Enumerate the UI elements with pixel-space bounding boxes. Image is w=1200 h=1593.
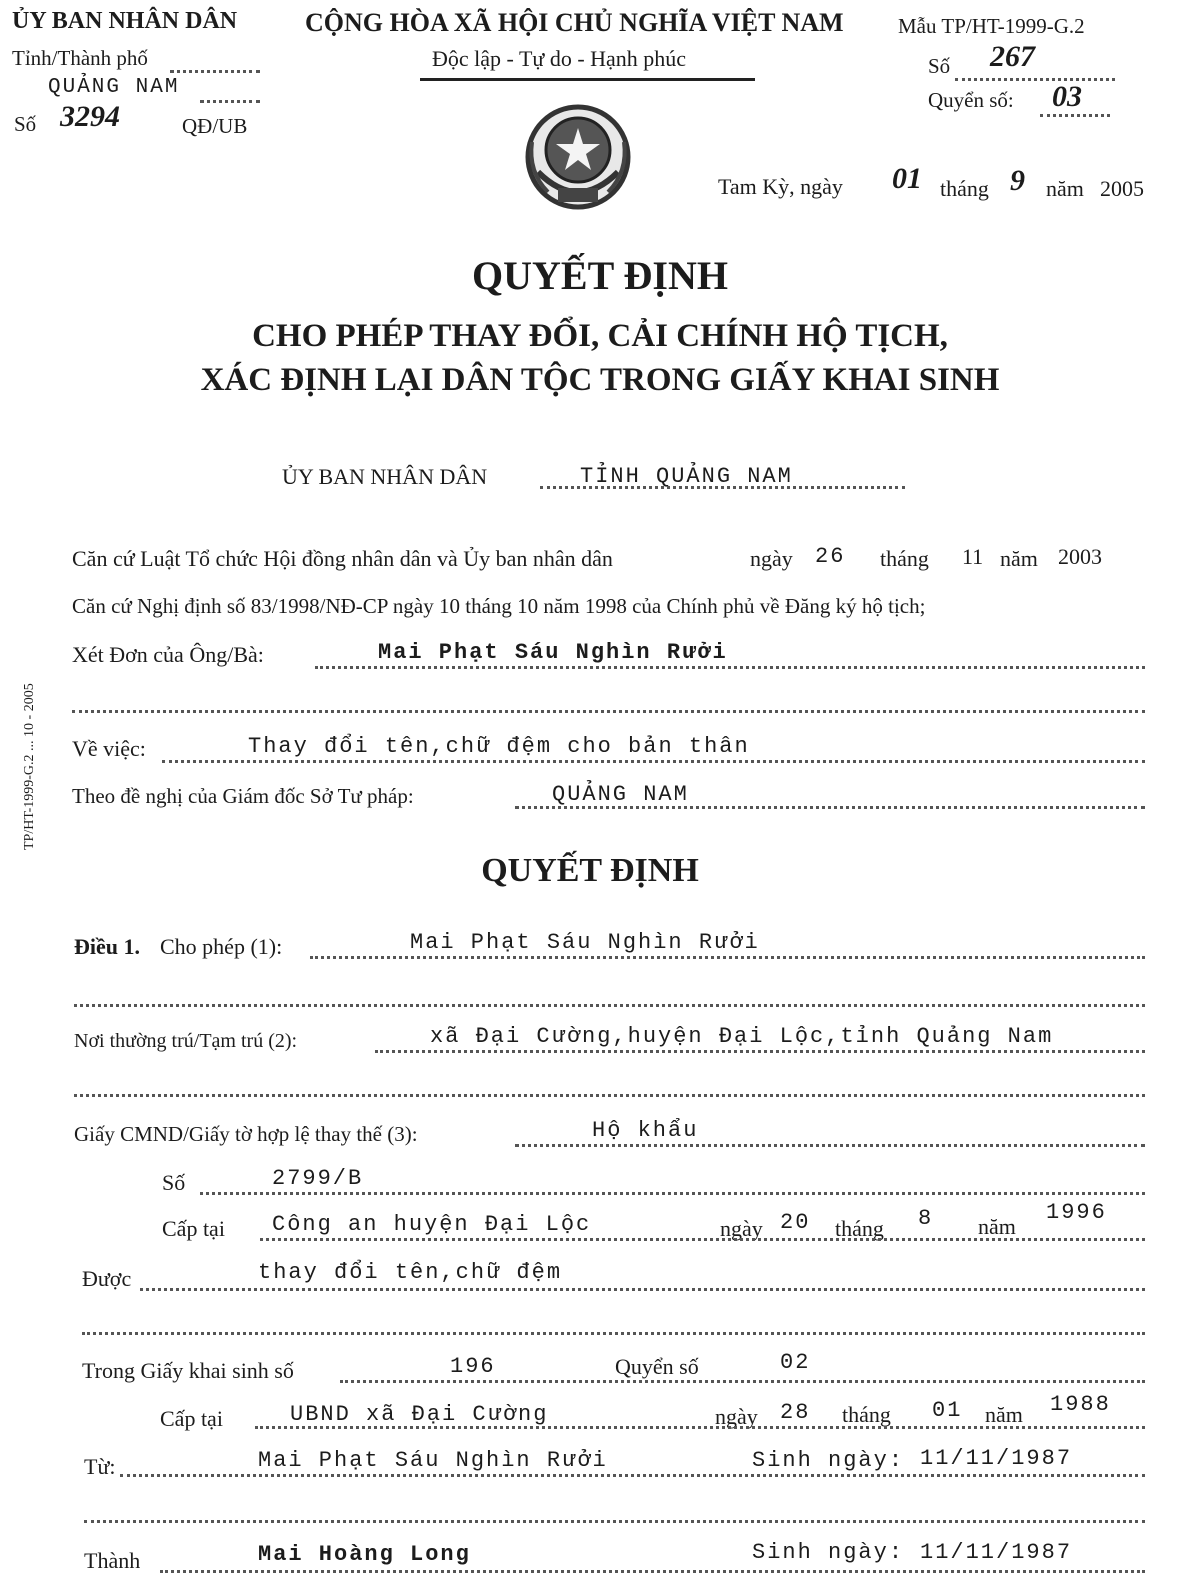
date-year-label: năm xyxy=(1046,176,1084,201)
birthcert-label: Trong Giấy khai sinh số xyxy=(82,1358,294,1383)
decree-text: Căn cứ Nghị định số 83/1998/NĐ-CP ngày 10 tháng 10 năm 1998 của Chính phủ về Đăng ký hộ tịch; xyxy=(72,594,926,618)
bc-issued-value: UBND xã Đại Cường xyxy=(290,1402,549,1427)
petition-value: Mai Phạt Sáu Nghìn Rưởi xyxy=(378,640,728,665)
motto: Độc lập - Tự do - Hạnh phúc xyxy=(432,46,687,71)
bc-month-label: tháng xyxy=(842,1402,891,1427)
allowed-value: thay đổi tên,chữ đệm xyxy=(258,1260,563,1285)
law-month-label: tháng xyxy=(880,546,929,571)
bc-day: 28 xyxy=(780,1400,811,1425)
quyen-label: Quyển số: xyxy=(928,88,1014,112)
id-issued-year-label: năm xyxy=(978,1214,1016,1239)
subject-value: Thay đổi tên,chữ đệm cho bản thân xyxy=(248,734,750,759)
number-suffix: QĐ/UB xyxy=(182,114,248,138)
id-issued-month-label: tháng xyxy=(835,1216,884,1241)
id-issued-month: 8 xyxy=(918,1206,934,1231)
date-month: 9 xyxy=(1010,164,1025,197)
birthcert-value: 196 xyxy=(450,1354,496,1379)
document-subtitle-2: XÁC ĐỊNH LẠI DÂN TỘC TRONG GIẤY KHAI SINH xyxy=(200,362,1000,398)
bc-issued-label: Cấp tại xyxy=(160,1406,223,1431)
law-text: Căn cứ Luật Tổ chức Hội đồng nhân dân và Ủy ban nhân dân xyxy=(72,546,613,571)
residence-value: xã Đại Cường,huyện Đại Lộc,tỉnh Quảng Nam xyxy=(430,1024,1054,1049)
allowed-label: Được xyxy=(82,1266,132,1291)
province-label: Tỉnh/Thành phố xyxy=(12,46,148,70)
book-label: Quyển số xyxy=(615,1354,699,1379)
permit-label: Cho phép (1): xyxy=(160,934,283,959)
date-place: Tam Kỳ, ngày xyxy=(718,174,843,199)
decision-heading: QUYẾT ĐỊNH xyxy=(481,852,699,889)
id-issued-day-label: ngày xyxy=(720,1216,763,1241)
to-dob-label: Sinh ngày: xyxy=(752,1540,905,1565)
from-dob-label: Sinh ngày: xyxy=(752,1448,905,1473)
document-title: QUYẾT ĐỊNH xyxy=(472,253,728,298)
to-value: Mai Hoàng Long xyxy=(258,1542,471,1567)
article-label: Điều 1. xyxy=(74,934,140,959)
national-emblem-icon xyxy=(518,102,638,217)
book-value: 02 xyxy=(780,1350,811,1375)
bc-day-label: ngày xyxy=(715,1404,758,1429)
id-value: Hộ khẩu xyxy=(592,1118,699,1143)
so-value: 267 xyxy=(990,40,1035,73)
number-value: 3294 xyxy=(60,100,120,133)
proposal-label: Theo đề nghị của Giám đốc Sở Tư pháp: xyxy=(72,784,414,808)
law-day: 26 xyxy=(815,544,846,569)
id-issued-value: Công an huyện Đại Lộc xyxy=(272,1212,592,1237)
quyen-value: 03 xyxy=(1052,80,1082,113)
bc-year-label: năm xyxy=(985,1402,1023,1427)
date-day: 01 xyxy=(892,162,922,195)
law-day-label: ngày xyxy=(750,546,793,571)
id-number-label: Số xyxy=(162,1170,186,1195)
bc-month: 01 xyxy=(932,1398,963,1423)
number-label: Số xyxy=(14,112,37,136)
from-dob: 11/11/1987 xyxy=(920,1446,1073,1471)
so-label: Số xyxy=(928,54,951,78)
law-year-label: năm xyxy=(1000,546,1038,571)
permit-value: Mai Phạt Sáu Nghìn Rưởi xyxy=(410,930,760,955)
document-subtitle-1: CHO PHÉP THAY ĐỔI, CẢI CHÍNH HỘ TỊCH, xyxy=(252,318,948,354)
form-code: Mẫu TP/HT-1999-G.2 xyxy=(898,14,1085,38)
side-note: TP/HT-1999-G.2 ... 10 - 2005 xyxy=(22,683,37,850)
id-label: Giấy CMND/Giấy tờ hợp lệ thay thế (3): xyxy=(74,1122,418,1146)
proposal-value: QUẢNG NAM xyxy=(552,782,689,807)
id-number-value: 2799/B xyxy=(272,1166,364,1191)
id-issued-year: 1996 xyxy=(1046,1200,1107,1225)
province-value: QUẢNG NAM xyxy=(48,76,180,99)
id-issued-label: Cấp tại xyxy=(162,1216,225,1241)
subject-label: Về việc: xyxy=(72,736,146,761)
from-label: Từ: xyxy=(84,1454,116,1479)
to-dob: 11/11/1987 xyxy=(920,1540,1073,1565)
id-issued-day: 20 xyxy=(780,1210,811,1235)
residence-label: Nơi thường trú/Tạm trú (2): xyxy=(74,1030,298,1052)
to-label: Thành xyxy=(84,1548,141,1573)
authority-label: ỦY BAN NHÂN DÂN xyxy=(282,464,488,489)
nation-title: CỘNG HÒA XÃ HỘI CHỦ NGHĨA VIỆT NAM xyxy=(305,8,844,37)
petition-label: Xét Đơn của Ông/Bà: xyxy=(72,642,264,667)
issuing-org: ỦY BAN NHÂN DÂN xyxy=(12,8,238,34)
law-month: 11 xyxy=(962,544,984,569)
date-year: 2005 xyxy=(1100,176,1144,201)
date-month-label: tháng xyxy=(940,176,989,201)
law-year: 2003 xyxy=(1058,544,1102,569)
bc-year: 1988 xyxy=(1050,1392,1111,1417)
from-value: Mai Phạt Sáu Nghìn Rưởi xyxy=(258,1448,608,1473)
authority-value: TỈNH QUẢNG NAM xyxy=(580,464,793,489)
